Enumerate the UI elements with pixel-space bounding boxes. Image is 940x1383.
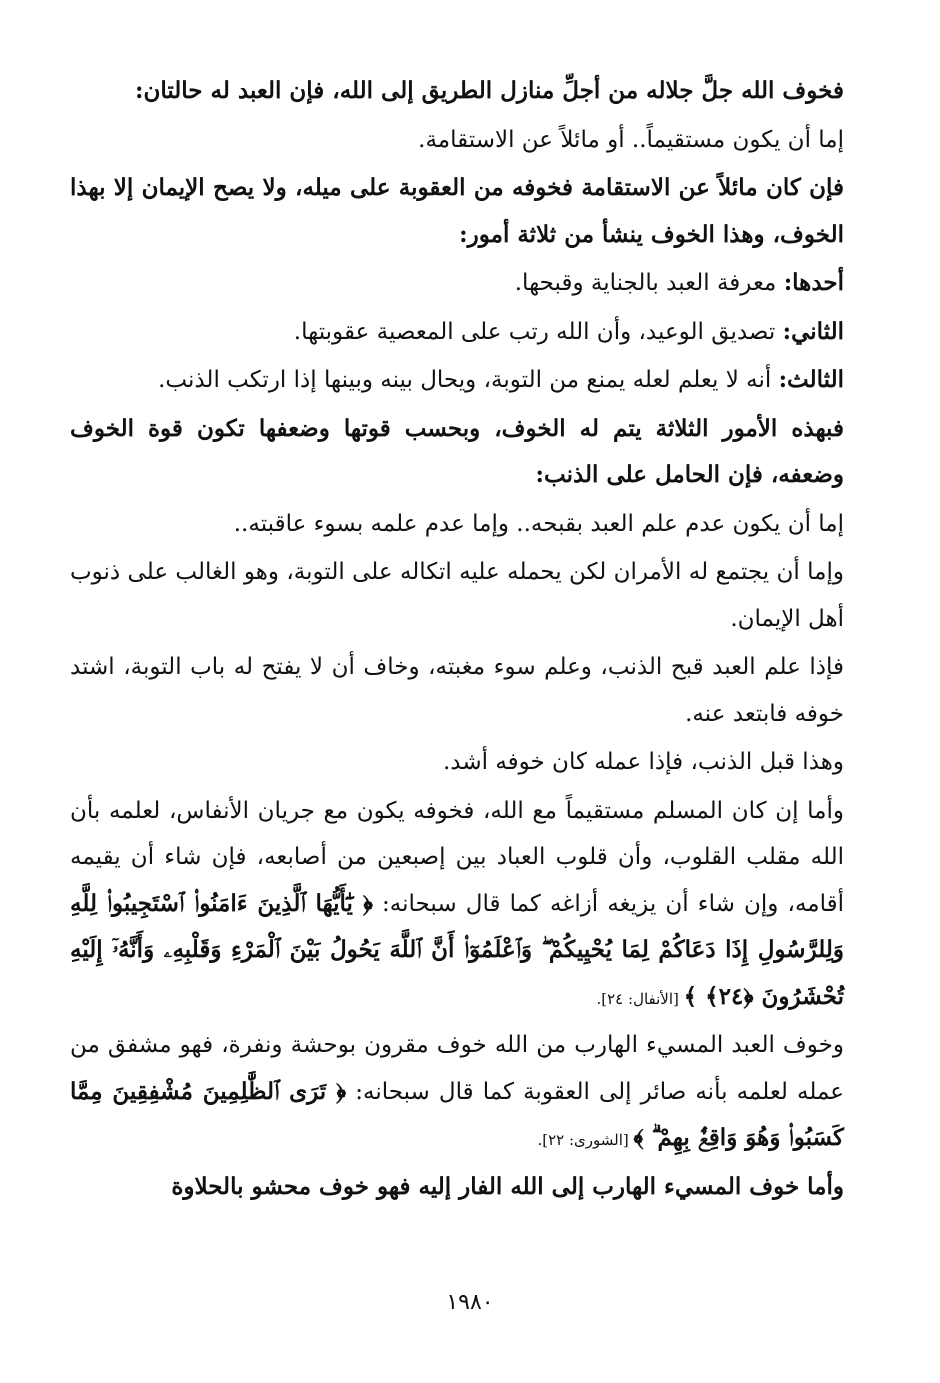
paragraph [70,644,844,739]
paragraph [70,1164,844,1213]
paragraph-text: إما أن يكون مستقيماً.. أو مائلاً عن الاستقامة. [418,126,844,153]
paragraph-text: وأما خوف المسيء الهارب إلى الله الفار إليه فهو خوف محشو بالحلاوة [171,1172,844,1200]
paragraph-lead: الثاني: [782,317,844,345]
paragraph-lead: الثالث: [778,366,844,393]
paragraph [70,549,844,644]
paragraph-text: فبهذه الأمور الثلاثة يتم له الخوف، وبحسب قوتها وضعفها تكون قوة الخوف وضعفه، فإن الحامل على الذنب: [70,414,844,488]
paragraph-text: معرفة العبد بالجناية وقبحها. [514,270,784,296]
paragraph-text: أنه لا يعلم لعله يمنع من التوبة، ويحال بينه وبينها إذا ارتكب الذنب. [158,367,779,393]
quran-verse: ﴿ تَرَى ٱلظَّٰلِمِينَ مُشْفِقِينَ مِمَّا كَسَبُوا۟ وَهُوَ وَاقِعٌۢ بِهِمْ ۗ ﴾ [70,1077,844,1151]
paragraph-text: فإذا علم العبد قبح الذنب، وعلم سوء مغبته، وخاف أن لا يفتح له باب التوبة، اشتد خوفه فابتعد عنه. [70,654,844,727]
paragraph [70,739,844,788]
paragraph-text: إما أن يكون عدم علم العبد بقبحه.. وإما عدم علمه بسوء عاقبته.. [233,510,844,537]
verse-reference: [الأنفال: ٢٤]. [596,989,684,1008]
paragraph-lead: أحدها: [783,269,844,296]
paragraph [70,501,844,550]
page-body [70,68,844,1212]
paragraph-text: فإن كان مائلاً عن الاستقامة فخوفه من العقوبة على ميله، ولا يصح الإيمان إلا بهذا الخوف، وهذا الخوف ينشأ من ثلاثة أمور: [70,174,844,248]
paragraph-text: وأما إن كان المسلم مستقيماً مع الله، فخوفه يكون مع جريان الأنفاس، لعلمه بأن الله مقلب القلوب، وأن قلوب العباد بين إصبعين من أصابعه، فإن شاء أن يقيمه أقامه، وإن شاء أن يزيغه أزاغه كما قال سبحانه: [70,797,844,917]
paragraph-text: فخوف الله جلَّ جلاله من أجلِّ منازل الطريق إلى الله، فإن العبد له حالتان: [134,77,844,104]
paragraph [70,406,844,501]
paragraph-text: وإما أن يجتمع له الأمران لكن يحمله عليه اتكاله على التوبة، وهو الغالب على ذنوب أهل الإيمان. [70,559,844,632]
paragraph [70,309,844,358]
paragraph [70,1022,844,1164]
paragraph [70,117,844,166]
paragraph-text: وخوف العبد المسيء الهارب من الله خوف مقرون بوحشة ونفرة، فهو مشفق من عمله لعلمه بأنه صائر إلى العقوبة كما قال سبحانه: [70,1032,844,1105]
paragraph-text: وهذا قبل الذنب، فإذا عمله كان خوفه أشد. [442,749,844,775]
verse-reference: [الشورى: ٢٢]. [537,1131,634,1149]
quran-verse: ﴿ يَٰٓأَيُّهَا ٱلَّذِينَ ءَامَنُوا۟ ٱسْتَجِيبُوا۟ لِلَّهِ وَلِلرَّسُولِ إِذَا دَعَاكُمْ لِمَا يُحْيِيكُمْ ۖ وَٱعْلَمُوٓا۟ أَنَّ ٱللَّهَ يَحُولُ بَيْنَ ٱلْمَرْءِ وَقَلْبِهِۦ وَأَنَّهُۥٓ إِلَيْهِ تُحْشَرُونَ ﴿٢٤﴾ ﴾ [70,889,844,1010]
page-number: ١٩٨٠ [446,1290,494,1315]
paragraph [70,260,844,309]
paragraph [70,165,844,260]
paragraph [70,68,844,117]
paragraph [70,788,844,1023]
paragraph [70,357,844,406]
paragraph-text: تصديق الوعيد، وأن الله رتب على المعصية عقوبتها. [293,318,783,345]
